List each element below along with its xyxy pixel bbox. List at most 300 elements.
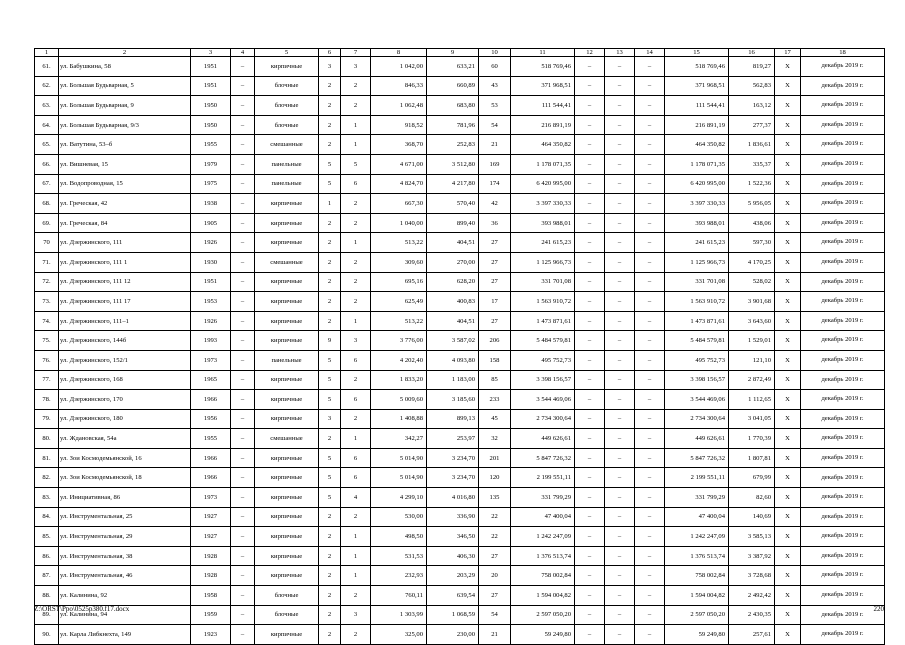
col-4-cell: – [231,135,255,155]
col-13-cell: – [605,272,635,292]
entrances-cell: 3 [341,331,371,351]
row-number-cell: 68. [35,194,59,214]
col-4-cell: – [231,546,255,566]
cost-total-cell: 464 350,82 [511,135,575,155]
residents-cell: 27 [479,311,511,331]
wall-material-cell: кирпичные [255,409,319,429]
deadline-cell: декабрь 2019 г. [801,233,885,253]
address-cell: ул. Зои Космодемьянской, 16 [59,448,191,468]
col-header: 13 [605,49,635,57]
residents-cell: 22 [479,507,511,527]
entrances-cell: 6 [341,390,371,410]
cost-total-cell: 3 398 156,57 [511,370,575,390]
table-row [35,625,885,645]
wall-material-cell: панельные [255,154,319,174]
cost-per-sqm-cell: 121,10 [729,350,775,370]
col-4-cell: – [231,174,255,194]
row-number-cell: 74. [35,311,59,331]
mark-x-cell: Х [775,507,801,527]
total-area-cell: 5 014,90 [371,448,427,468]
table-row [35,507,885,527]
col-12-cell: – [575,488,605,508]
wall-material-cell: кирпичные [255,527,319,547]
col-14-cell: – [635,154,665,174]
entrances-cell: 5 [341,154,371,174]
col-12-cell: – [575,448,605,468]
cost-fund-cell: 371 968,51 [665,76,729,96]
cost-per-sqm-cell: 1 836,61 [729,135,775,155]
row-number-cell: 84. [35,507,59,527]
col-header: 12 [575,49,605,57]
floors-cell: 2 [319,507,341,527]
col-13-cell: – [605,605,635,625]
address-cell: ул. Карла Либкнехта, 149 [59,625,191,645]
cost-fund-cell: 1 594 004,82 [665,586,729,606]
residents-cell: 22 [479,527,511,547]
row-number-cell: 62. [35,76,59,96]
col-4-cell: – [231,154,255,174]
cost-fund-cell: 2 199 551,11 [665,468,729,488]
col-12-cell: – [575,527,605,547]
cost-per-sqm-cell: 3 728,68 [729,566,775,586]
col-12-cell: – [575,135,605,155]
entrances-cell: 2 [341,507,371,527]
table-row [35,213,885,233]
build-year-cell: 1923 [191,625,231,645]
mark-x-cell: Х [775,233,801,253]
living-area-cell: 3 512,80 [427,154,479,174]
col-14-cell: – [635,135,665,155]
col-12-cell: – [575,605,605,625]
wall-material-cell: кирпичные [255,213,319,233]
col-header: 6 [319,49,341,57]
deadline-cell: декабрь 2019 г. [801,409,885,429]
row-number-cell: 83. [35,488,59,508]
cost-fund-cell: 518 769,46 [665,57,729,77]
floors-cell: 5 [319,390,341,410]
living-area-cell: 4 016,80 [427,488,479,508]
col-13-cell: – [605,233,635,253]
residents-cell: 21 [479,625,511,645]
col-14-cell: – [635,174,665,194]
mark-x-cell: Х [775,115,801,135]
living-area-cell: 1 068,59 [427,605,479,625]
mark-x-cell: Х [775,76,801,96]
col-4-cell: – [231,96,255,116]
build-year-cell: 1973 [191,488,231,508]
cost-per-sqm-cell: 4 170,25 [729,252,775,272]
floors-cell: 2 [319,605,341,625]
col-13-cell: – [605,252,635,272]
residents-cell: 85 [479,370,511,390]
entrances-cell: 3 [341,57,371,77]
row-number-cell: 63. [35,96,59,116]
col-12-cell: – [575,115,605,135]
residents-cell: 27 [479,546,511,566]
col-13-cell: – [605,488,635,508]
col-header: 1 [35,49,59,57]
mark-x-cell: Х [775,174,801,194]
build-year-cell: 1955 [191,429,231,449]
residents-cell: 206 [479,331,511,351]
total-area-cell: 1 833,20 [371,370,427,390]
living-area-cell: 899,13 [427,409,479,429]
wall-material-cell: кирпичные [255,311,319,331]
table-row [35,194,885,214]
col-12-cell: – [575,252,605,272]
total-area-cell: 3 776,00 [371,331,427,351]
table-row [35,252,885,272]
deadline-cell: декабрь 2019 г. [801,194,885,214]
cost-fund-cell: 3 544 469,06 [665,390,729,410]
mark-x-cell: Х [775,154,801,174]
address-cell: ул. Водопроводная, 15 [59,174,191,194]
mark-x-cell: Х [775,370,801,390]
cost-total-cell: 216 891,19 [511,115,575,135]
cost-fund-cell: 111 544,41 [665,96,729,116]
address-cell: ул. Дзержинского, 152/1 [59,350,191,370]
living-area-cell: 270,00 [427,252,479,272]
col-12-cell: – [575,409,605,429]
cost-per-sqm-cell: 82,60 [729,488,775,508]
wall-material-cell: кирпичные [255,194,319,214]
col-13-cell: – [605,409,635,429]
build-year-cell: 1928 [191,566,231,586]
cost-total-cell: 1 376 513,74 [511,546,575,566]
wall-material-cell: панельные [255,174,319,194]
entrances-cell: 2 [341,409,371,429]
residents-cell: 120 [479,468,511,488]
mark-x-cell: Х [775,213,801,233]
cost-total-cell: 3 544 469,06 [511,390,575,410]
cost-total-cell: 518 769,46 [511,57,575,77]
address-cell: ул. Дзержинского, 111 1 [59,252,191,272]
cost-fund-cell: 495 752,73 [665,350,729,370]
col-14-cell: – [635,252,665,272]
deadline-cell: декабрь 2019 г. [801,390,885,410]
cost-total-cell: 1 242 247,09 [511,527,575,547]
col-13-cell: – [605,527,635,547]
col-12-cell: – [575,57,605,77]
col-14-cell: – [635,370,665,390]
cost-total-cell: 1 594 004,82 [511,586,575,606]
col-12-cell: – [575,76,605,96]
cost-per-sqm-cell: 2 492,42 [729,586,775,606]
cost-per-sqm-cell: 597,30 [729,233,775,253]
col-12-cell: – [575,174,605,194]
living-area-cell: 3 234,70 [427,448,479,468]
total-area-cell: 846,33 [371,76,427,96]
deadline-cell: декабрь 2019 г. [801,76,885,96]
total-area-cell: 498,50 [371,527,427,547]
row-number-cell: 90. [35,625,59,645]
build-year-cell: 1953 [191,292,231,312]
cost-per-sqm-cell: 562,83 [729,76,775,96]
wall-material-cell: кирпичные [255,546,319,566]
wall-material-cell: смешанные [255,429,319,449]
cost-per-sqm-cell: 1 522,36 [729,174,775,194]
col-14-cell: – [635,272,665,292]
cost-fund-cell: 1 473 871,61 [665,311,729,331]
build-year-cell: 1927 [191,527,231,547]
cost-total-cell: 393 988,01 [511,213,575,233]
residents-cell: 135 [479,488,511,508]
living-area-cell: 3 587,02 [427,331,479,351]
residents-cell: 21 [479,135,511,155]
residents-cell: 174 [479,174,511,194]
living-area-cell: 683,80 [427,96,479,116]
address-cell: ул. Большая Будьварная, 9/3 [59,115,191,135]
entrances-cell: 1 [341,233,371,253]
total-area-cell: 342,27 [371,429,427,449]
total-area-cell: 1 408,88 [371,409,427,429]
table-row [35,292,885,312]
address-cell: ул. Инструментальная, 29 [59,527,191,547]
entrances-cell: 2 [341,96,371,116]
deadline-cell: декабрь 2019 г. [801,605,885,625]
residents-cell: 60 [479,57,511,77]
col-13-cell: – [605,546,635,566]
table-row [35,429,885,449]
mark-x-cell: Х [775,488,801,508]
entrances-cell: 1 [341,115,371,135]
floors-cell: 3 [319,57,341,77]
table-row [35,488,885,508]
cost-fund-cell: 331 799,29 [665,488,729,508]
col-13-cell: – [605,370,635,390]
residents-cell: 53 [479,96,511,116]
floors-cell: 2 [319,135,341,155]
cost-fund-cell: 2 734 300,64 [665,409,729,429]
wall-material-cell: кирпичные [255,468,319,488]
entrances-cell: 2 [341,213,371,233]
residents-cell: 27 [479,586,511,606]
entrances-cell: 1 [341,527,371,547]
column-number-row [35,49,885,57]
cost-fund-cell: 449 626,61 [665,429,729,449]
deadline-cell: декабрь 2019 г. [801,57,885,77]
total-area-cell: 531,53 [371,546,427,566]
col-4-cell: – [231,605,255,625]
total-area-cell: 4 202,40 [371,350,427,370]
cost-total-cell: 331 701,08 [511,272,575,292]
col-header: 10 [479,49,511,57]
wall-material-cell: блочные [255,605,319,625]
entrances-cell: 6 [341,350,371,370]
mark-x-cell: Х [775,96,801,116]
cost-per-sqm-cell: 277,37 [729,115,775,135]
cost-per-sqm-cell: 679,99 [729,468,775,488]
address-cell: ул. Калинина, 94 [59,605,191,625]
document-page [34,48,884,645]
floors-cell: 5 [319,174,341,194]
entrances-cell: 6 [341,174,371,194]
total-area-cell: 530,00 [371,507,427,527]
entrances-cell: 2 [341,252,371,272]
col-12-cell: – [575,96,605,116]
floors-cell: 2 [319,272,341,292]
col-12-cell: – [575,331,605,351]
col-14-cell: – [635,311,665,331]
col-13-cell: – [605,448,635,468]
cost-fund-cell: 3 398 156,57 [665,370,729,390]
build-year-cell: 1951 [191,272,231,292]
wall-material-cell: кирпичные [255,566,319,586]
living-area-cell: 253,97 [427,429,479,449]
col-14-cell: – [635,292,665,312]
deadline-cell: декабрь 2019 г. [801,213,885,233]
col-4-cell: – [231,390,255,410]
col-4-cell: – [231,625,255,645]
cost-total-cell: 1 178 071,35 [511,154,575,174]
address-cell: ул. Инструментальная, 38 [59,546,191,566]
floors-cell: 5 [319,154,341,174]
residents-cell: 36 [479,213,511,233]
deadline-cell: декабрь 2019 г. [801,272,885,292]
col-12-cell: – [575,350,605,370]
cost-per-sqm-cell: 3 901,68 [729,292,775,312]
deadline-cell: декабрь 2019 г. [801,546,885,566]
row-number-cell: 64. [35,115,59,135]
total-area-cell: 1 062,48 [371,96,427,116]
living-area-cell: 4 093,80 [427,350,479,370]
row-number-cell: 89. [35,605,59,625]
table-body [35,57,885,645]
table-row [35,546,885,566]
residents-cell: 27 [479,233,511,253]
deadline-cell: декабрь 2019 г. [801,625,885,645]
col-13-cell: – [605,429,635,449]
col-4-cell: – [231,292,255,312]
total-area-cell: 5 009,60 [371,390,427,410]
table-row [35,409,885,429]
residents-cell: 158 [479,350,511,370]
col-14-cell: – [635,233,665,253]
address-cell: ул. Дзержинского, 111–1 [59,311,191,331]
floors-cell: 2 [319,76,341,96]
cost-per-sqm-cell: 257,61 [729,625,775,645]
col-12-cell: – [575,272,605,292]
col-12-cell: – [575,507,605,527]
table-row [35,154,885,174]
col-13-cell: – [605,115,635,135]
address-cell: ул. Дзержинского, 111 17 [59,292,191,312]
entrances-cell: 1 [341,566,371,586]
floors-cell: 1 [319,194,341,214]
col-header: 15 [665,49,729,57]
entrances-cell: 1 [341,429,371,449]
col-header: 14 [635,49,665,57]
mark-x-cell: Х [775,390,801,410]
cost-per-sqm-cell: 5 956,05 [729,194,775,214]
total-area-cell: 1 040,00 [371,213,427,233]
build-year-cell: 1966 [191,448,231,468]
residents-cell: 45 [479,409,511,429]
col-4-cell: – [231,57,255,77]
table-row [35,448,885,468]
col-13-cell: – [605,76,635,96]
mark-x-cell: Х [775,331,801,351]
total-area-cell: 232,93 [371,566,427,586]
deadline-cell: декабрь 2019 г. [801,448,885,468]
deadline-cell: декабрь 2019 г. [801,527,885,547]
cost-per-sqm-cell: 2 430,35 [729,605,775,625]
cost-per-sqm-cell: 140,69 [729,507,775,527]
col-4-cell: – [231,252,255,272]
living-area-cell: 899,40 [427,213,479,233]
col-12-cell: – [575,292,605,312]
col-13-cell: – [605,331,635,351]
build-year-cell: 1993 [191,331,231,351]
col-12-cell: – [575,429,605,449]
build-year-cell: 1965 [191,370,231,390]
address-cell: ул. Дзержинского, 170 [59,390,191,410]
col-4-cell: – [231,429,255,449]
cost-fund-cell: 1 125 966,73 [665,252,729,272]
col-13-cell: – [605,586,635,606]
cost-total-cell: 2 597 050,20 [511,605,575,625]
total-area-cell: 4 671,00 [371,154,427,174]
living-area-cell: 639,54 [427,586,479,606]
table-row [35,331,885,351]
floors-cell: 5 [319,448,341,468]
cost-fund-cell: 758 002,84 [665,566,729,586]
address-cell: ул. Зои Космодемьянской, 18 [59,468,191,488]
col-13-cell: – [605,135,635,155]
cost-per-sqm-cell: 1 807,81 [729,448,775,468]
cost-total-cell: 3 397 330,33 [511,194,575,214]
address-cell: ул. Ватутина, 53–б [59,135,191,155]
entrances-cell: 2 [341,194,371,214]
col-13-cell: – [605,390,635,410]
wall-material-cell: блочные [255,115,319,135]
row-number-cell: 71. [35,252,59,272]
col-4-cell: – [231,409,255,429]
document-path: Z:\ORST\Ppo\0525p380.f17.docx [34,605,130,613]
total-area-cell: 695,16 [371,272,427,292]
col-13-cell: – [605,154,635,174]
total-area-cell: 760,11 [371,586,427,606]
row-number-cell: 70 [35,233,59,253]
col-4-cell: – [231,194,255,214]
row-number-cell: 69. [35,213,59,233]
wall-material-cell: блочные [255,96,319,116]
entrances-cell: 2 [341,76,371,96]
col-12-cell: – [575,625,605,645]
address-cell: ул. Греческая, 84 [59,213,191,233]
cost-fund-cell: 5 484 579,81 [665,331,729,351]
address-cell: ул. Ждановская, 54а [59,429,191,449]
col-12-cell: – [575,233,605,253]
cost-fund-cell: 1 376 513,74 [665,546,729,566]
cost-fund-cell: 6 420 995,00 [665,174,729,194]
col-4-cell: – [231,311,255,331]
build-year-cell: 1926 [191,233,231,253]
address-cell: ул. Дзержинского, 111 [59,233,191,253]
col-4-cell: – [231,488,255,508]
floors-cell: 2 [319,115,341,135]
total-area-cell: 513,22 [371,311,427,331]
entrances-cell: 6 [341,448,371,468]
col-header: 16 [729,49,775,57]
cost-total-cell: 2 734 300,64 [511,409,575,429]
col-12-cell: – [575,370,605,390]
address-cell: ул. Инструментальная, 25 [59,507,191,527]
floors-cell: 2 [319,233,341,253]
row-number-cell: 87. [35,566,59,586]
wall-material-cell: смешанные [255,252,319,272]
col-14-cell: – [635,429,665,449]
